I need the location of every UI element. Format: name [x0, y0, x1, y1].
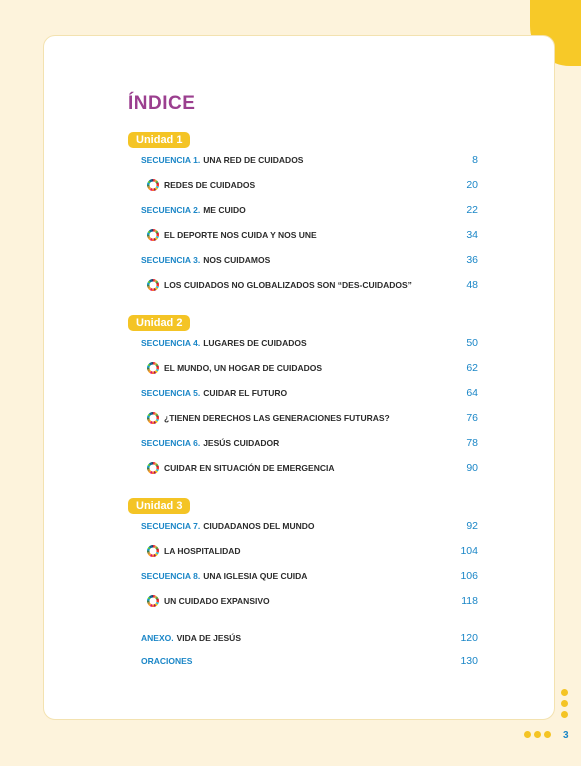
- entry-title: UNA IGLESIA QUE CUIDA: [203, 571, 308, 581]
- entry-title: ¿TIENEN DERECHOS LAS GENERACIONES FUTURAS?: [164, 413, 390, 423]
- toc-subentry[interactable]: [147, 411, 478, 425]
- page-number: 8: [472, 154, 478, 166]
- decor-dot: [561, 711, 568, 718]
- page-number: 130: [460, 655, 478, 667]
- entry-title: LUGARES DE CUIDADOS: [203, 338, 307, 348]
- sdg-wheel-icon: [147, 462, 159, 474]
- entry-title: LOS CUIDADOS NO GLOBALIZADOS SON “DES-CUIDADOS”: [164, 280, 412, 290]
- toc-entry[interactable]: [141, 519, 478, 533]
- folio-page-number: 3: [563, 730, 569, 741]
- page-number: 92: [466, 520, 478, 532]
- sequence-label: SECUENCIA 4.: [141, 338, 201, 348]
- sequence-label: SECUENCIA 2.: [141, 205, 201, 215]
- sequence-label: SECUENCIA 7.: [141, 521, 201, 531]
- toc-subentry[interactable]: [147, 278, 478, 292]
- unit-badge-1: Unidad 1: [128, 132, 190, 148]
- toc-subentry[interactable]: [147, 361, 478, 375]
- page-number: 34: [466, 229, 478, 241]
- toc-entry[interactable]: [141, 569, 478, 583]
- sequence-label: SECUENCIA 1.: [141, 155, 201, 165]
- page-number: 62: [466, 362, 478, 374]
- page-number: 20: [466, 179, 478, 191]
- sequence-label: SECUENCIA 8.: [141, 571, 201, 581]
- page-title: ÍNDICE: [128, 93, 196, 114]
- sdg-wheel-icon: [147, 279, 159, 291]
- sdg-wheel-icon: [147, 412, 159, 424]
- sdg-wheel-icon: [147, 362, 159, 374]
- sdg-wheel-icon: [147, 545, 159, 557]
- toc-entry[interactable]: [141, 253, 478, 267]
- toc-entry-anexo[interactable]: [141, 631, 478, 645]
- entry-title: VIDA DE JESÚS: [176, 633, 241, 643]
- entry-title: CUIDAR EL FUTURO: [203, 388, 288, 398]
- toc-subentry[interactable]: [147, 178, 478, 192]
- entry-title: LA HOSPITALIDAD: [164, 546, 241, 556]
- decor-dot: [544, 731, 551, 738]
- page-number: 48: [466, 279, 478, 291]
- page-number: 36: [466, 254, 478, 266]
- unit-badge-2: Unidad 2: [128, 315, 190, 331]
- decor-dot: [561, 689, 568, 696]
- toc-entry[interactable]: [141, 436, 478, 450]
- page-number: 104: [460, 545, 478, 557]
- page-number: 90: [466, 462, 478, 474]
- sequence-label: SECUENCIA 6.: [141, 438, 201, 448]
- sequence-label: SECUENCIA 3.: [141, 255, 201, 265]
- page-number: 120: [460, 632, 478, 644]
- entry-title: UN CUIDADO EXPANSIVO: [164, 596, 270, 606]
- entry-title: NOS CUIDAMOS: [203, 255, 271, 265]
- toc-entry[interactable]: [141, 153, 478, 167]
- entry-title: EL MUNDO, UN HOGAR DE CUIDADOS: [164, 363, 323, 373]
- toc-subentry[interactable]: [147, 228, 478, 242]
- sdg-wheel-icon: [147, 595, 159, 607]
- page-number: 76: [466, 412, 478, 424]
- page-number: 78: [466, 437, 478, 449]
- toc-subentry[interactable]: [147, 594, 478, 608]
- page-card: [43, 35, 555, 720]
- decor-dot: [534, 731, 541, 738]
- anexo-label: ANEXO.: [141, 633, 174, 643]
- toc-entry[interactable]: [141, 386, 478, 400]
- page-number: 118: [461, 595, 478, 607]
- sdg-wheel-icon: [147, 229, 159, 241]
- page-number: 50: [466, 337, 478, 349]
- entry-title: CUIDAR EN SITUACIÓN DE EMERGENCIA: [164, 463, 335, 473]
- sdg-wheel-icon: [147, 179, 159, 191]
- toc-entry[interactable]: [141, 203, 478, 217]
- toc-subentry[interactable]: [147, 461, 478, 475]
- toc-entry-oraciones[interactable]: [141, 654, 478, 668]
- oraciones-label: ORACIONES: [141, 656, 193, 666]
- entry-title: ME CUIDO: [203, 205, 246, 215]
- toc-subentry[interactable]: [147, 544, 478, 558]
- entry-title: JESÚS CUIDADOR: [203, 438, 280, 448]
- entry-title: CIUDADANOS DEL MUNDO: [203, 521, 315, 531]
- page-number: 64: [466, 387, 478, 399]
- entry-title: EL DEPORTE NOS CUIDA Y NOS UNE: [164, 230, 317, 240]
- decor-dot: [524, 731, 531, 738]
- sequence-label: SECUENCIA 5.: [141, 388, 201, 398]
- toc-entry[interactable]: [141, 336, 478, 350]
- entry-title: UNA RED DE CUIDADOS: [203, 155, 304, 165]
- page-number: 106: [460, 570, 478, 582]
- unit-badge-3: Unidad 3: [128, 498, 190, 514]
- page-number: 22: [466, 204, 478, 216]
- decor-dot: [561, 700, 568, 707]
- entry-title: REDES DE CUIDADOS: [164, 180, 256, 190]
